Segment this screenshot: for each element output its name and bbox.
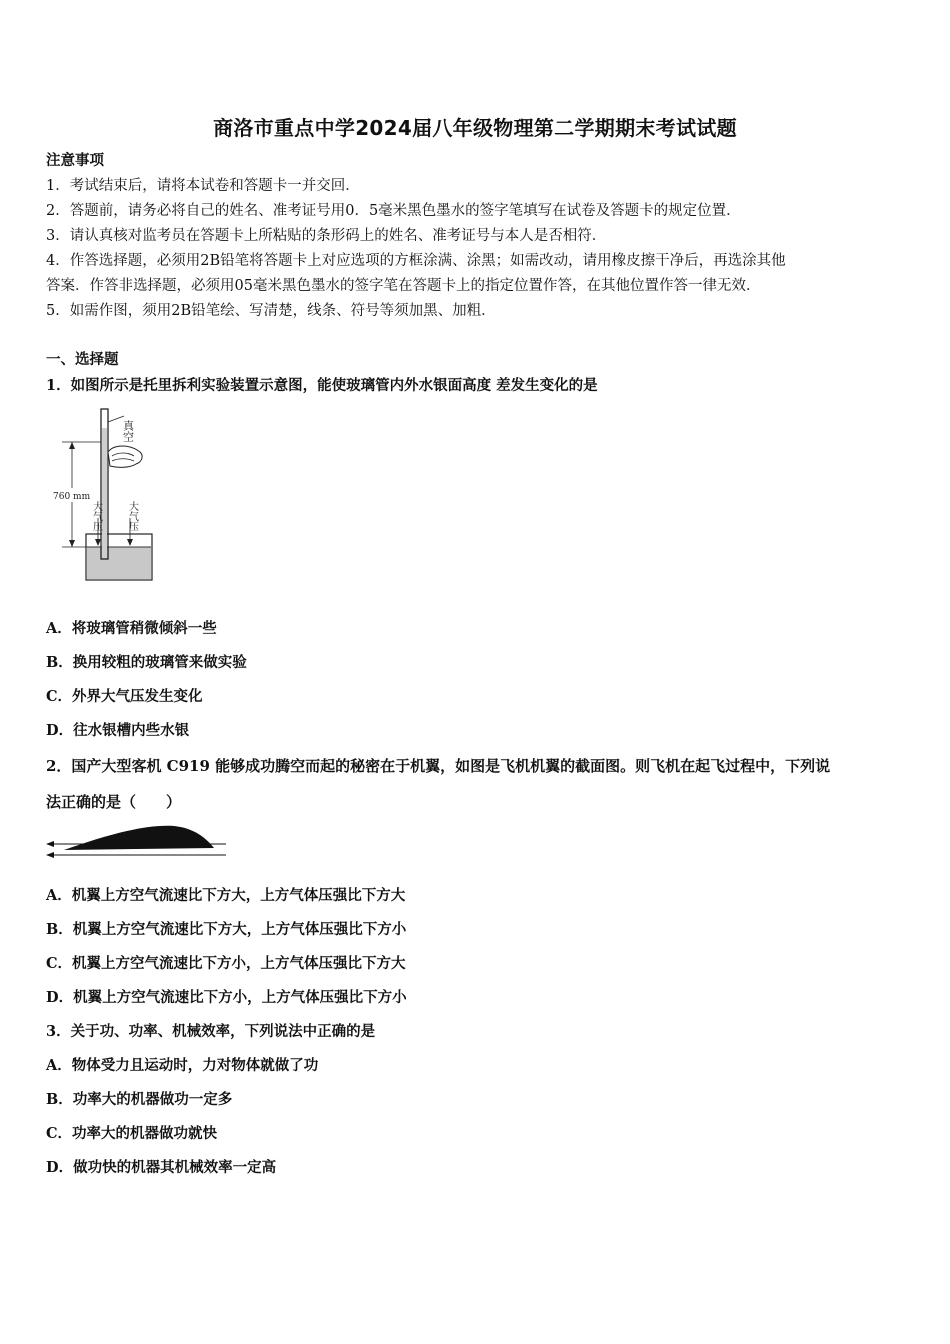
q3-option-d: D．做功快的机器其机械效率一定高: [46, 1159, 277, 1176]
notice-item-5: 5．如需作图，须用2B铅笔绘、写清楚，线条、符号等须加黑、加粗．: [46, 303, 496, 319]
wing-cross-section-figure: [44, 822, 230, 864]
question-2-stem-line2: 法正确的是（ ）: [46, 793, 182, 811]
question-2-stem-line1: 2．国产大型客机 C919 能够成功腾空而起的秘密在于机翼，如图是飞机机翼的截面图。则飞机在起飞过程中，下列说: [46, 757, 831, 775]
notice-item-4-cont: 答案．作答非选择题，必须用05毫米黑色墨水的签字笔在答题卡上的指定位置作答，在其他位置作答一律无效．: [46, 278, 761, 294]
pressure-label-right: 大气压: [126, 501, 138, 531]
section-heading: 一、选择题: [46, 351, 119, 368]
pressure-label-left: 大气压: [90, 501, 102, 531]
notice-item-2: 2．答题前，请务必将自己的姓名、准考证号用0．5毫米黑色墨水的签字笔填写在试卷及答题卡的规定位置．: [46, 203, 741, 219]
q3-option-c: C．功率大的机器做功就快: [46, 1125, 218, 1142]
q3-option-b: B．功率大的机器做功一定多: [46, 1091, 233, 1108]
notice-item-3: 3．请认真核对监考员在答题卡上所粘贴的条形码上的姓名、准考证号与本人是否相符．: [46, 228, 607, 244]
q3-option-a: A．物体受力且运动时，力对物体就做了功: [46, 1057, 319, 1074]
vacuum-label: 真空: [121, 420, 135, 442]
q2-option-a: A．机翼上方空气流速比下方大，上方气体压强比下方大: [46, 887, 406, 904]
q1-option-a: A．将玻璃管稍微倾斜一些: [46, 620, 217, 637]
height-label: 760 mm: [53, 492, 91, 502]
page-title: 商洛市重点中学2024届八年级物理第二学期期末考试试题: [213, 116, 737, 140]
question-3-stem: 3．关于功、功率、机械效率，下列说法中正确的是: [46, 1023, 376, 1040]
notice-item-1: 1．考试结束后，请将本试卷和答题卡一并交回．: [46, 178, 360, 194]
torricelli-apparatus-figure: [48, 406, 163, 586]
q1-option-b: B．换用较粗的玻璃管来做实验: [46, 654, 247, 671]
notice-heading: 注意事项: [46, 152, 104, 169]
q1-option-d: D．往水银槽内些水银: [46, 722, 190, 739]
wing-profile: [64, 826, 214, 850]
q2-option-d: D．机翼上方空气流速比下方小，上方气体压强比下方小: [46, 989, 407, 1006]
q2-option-b: B．机翼上方空气流速比下方大，上方气体压强比下方小: [46, 921, 407, 938]
hand-shape: [108, 446, 142, 467]
question-1-stem: 1．如图所示是托里拆利实验装置示意图，能使玻璃管内外水银面高度 差发生变化的是: [46, 377, 598, 394]
notice-item-4: 4．作答选择题，必须用2B铅笔将答题卡上对应选项的方框涂满、涂黑；如需改动，请用橡皮擦干净后，再选涂其他: [46, 253, 786, 269]
q2-option-c: C．机翼上方空气流速比下方小，上方气体压强比下方大: [46, 955, 406, 972]
q1-option-c: C．外界大气压发生变化: [46, 688, 203, 705]
